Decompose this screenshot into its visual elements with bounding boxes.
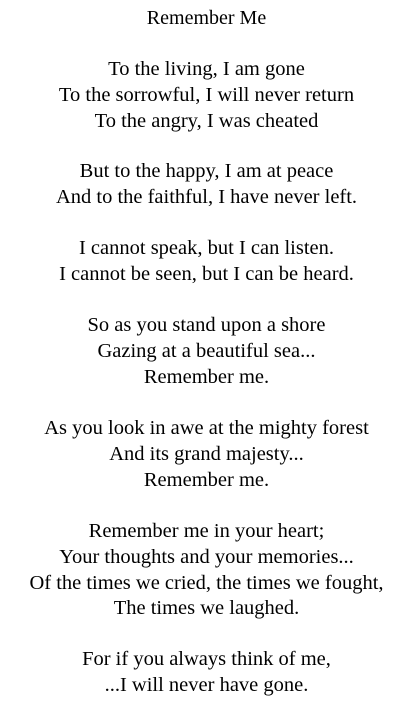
poem-line: To the sorrowful, I will never return <box>58 83 355 106</box>
poem-line: Your thoughts and your memories... <box>59 545 354 568</box>
poem-line: And its grand majesty... <box>109 442 304 465</box>
poem-title: Remember Me <box>146 7 267 29</box>
poem-line: For if you always think of me, <box>82 648 331 670</box>
poem-line: As you look in awe at the mighty forest <box>44 417 369 439</box>
stanza-7 <box>0 647 413 699</box>
poem-line: Remember me in your heart; <box>88 520 325 542</box>
stanza-5 <box>0 416 413 493</box>
poem-line: So as you stand upon a shore <box>87 314 326 336</box>
poem-line: I cannot speak, but I can listen. <box>78 237 335 259</box>
stanza-3 <box>0 236 413 288</box>
poem-line: To the living, I am gone <box>108 58 305 80</box>
poem-line: But to the happy, I am at peace <box>79 160 334 182</box>
poem-line: Gazing at a beautiful sea... <box>97 339 316 362</box>
stanza-4 <box>0 313 413 390</box>
poem-line: Of the times we cried, the times we fought, <box>29 571 384 594</box>
poem-line: ...I will never have gone. <box>104 673 309 696</box>
stanza-1 <box>0 57 413 134</box>
poem-line: Remember me. <box>143 468 270 491</box>
poem-line: Remember me. <box>143 365 270 388</box>
poem-line: To the angry, I was cheated <box>94 109 319 132</box>
stanza-6 <box>0 519 413 622</box>
stanza-2 <box>0 159 413 211</box>
poem-line: The times we laughed. <box>113 597 300 620</box>
poem-line: And to the faithful, I have never left. <box>55 185 358 208</box>
poem-line: I cannot be seen, but I can be heard. <box>59 262 354 285</box>
